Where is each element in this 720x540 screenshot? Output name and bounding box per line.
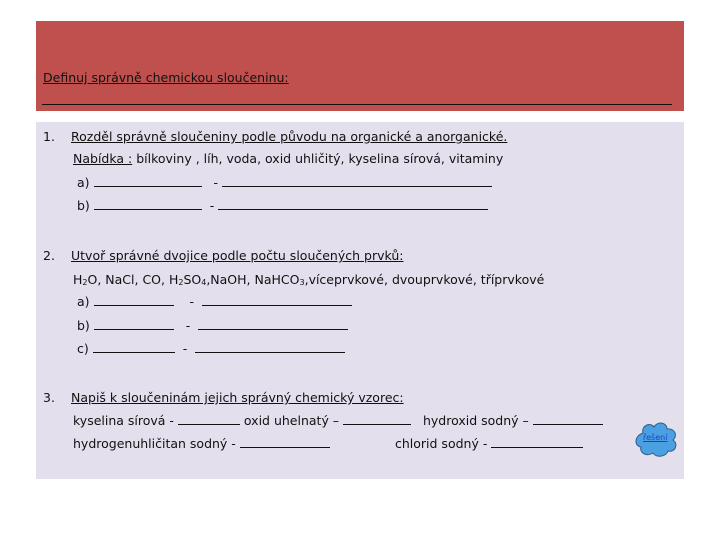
q3-title: Napiš k sloučeninám jejich správný chemický vzorec: <box>71 390 404 405</box>
q1-offer-label: Nabídka : <box>73 151 133 166</box>
q2-items: $H_2O$, NaCl, CO, $H_2SO_4,NaOH$, NaHCO$_3$,víceprvkové, dvouprvkové, tříprvkové <box>73 272 545 287</box>
q3-row-2: hydrogenuhličitan sodný - <box>73 436 330 451</box>
page-title: Definuj správně chemickou sloučeninu: <box>43 70 289 85</box>
answer-line <box>42 104 672 105</box>
q3-row-1: kyselina sírová - oxid uhelnatý – hydroxid sodný – <box>73 413 603 428</box>
q1-row-a: a) - <box>77 175 492 190</box>
q2-row-c: c) - <box>77 341 345 356</box>
blank[interactable] <box>222 176 492 187</box>
q2-row-a: a) - <box>77 294 352 309</box>
blank[interactable] <box>198 319 348 330</box>
blank[interactable] <box>533 414 603 425</box>
q1-row-b: b) - <box>77 198 488 213</box>
q2-row-b: b) - <box>77 318 348 333</box>
blank[interactable] <box>218 199 488 210</box>
blank[interactable] <box>94 199 202 210</box>
q1-number: 1. <box>43 129 55 144</box>
solution-link[interactable]: řešení <box>643 433 668 442</box>
blank[interactable] <box>94 295 174 306</box>
q3-row-2b: chlorid sodný - <box>395 436 583 451</box>
q1-offer <box>73 151 503 166</box>
blank[interactable] <box>178 414 240 425</box>
blank[interactable] <box>240 437 330 448</box>
blank[interactable] <box>195 342 345 353</box>
blank[interactable] <box>93 342 175 353</box>
q1-title: Rozděl správně sloučeniny podle původu na organické a anorganické. <box>71 129 508 144</box>
blank[interactable] <box>491 437 583 448</box>
blank[interactable] <box>343 414 411 425</box>
blank[interactable] <box>202 295 352 306</box>
q1-offer-items: bílkoviny , líh, voda, oxid uhličitý, kyselina sírová, vitaminy <box>136 151 504 166</box>
header-banner <box>36 21 684 111</box>
blank[interactable] <box>94 319 174 330</box>
q2-title: Utvoř správné dvojice podle počtu sloučených prvků: <box>71 248 404 263</box>
q2-number: 2. <box>43 248 55 263</box>
q3-number: 3. <box>43 390 55 405</box>
blank[interactable] <box>94 176 202 187</box>
